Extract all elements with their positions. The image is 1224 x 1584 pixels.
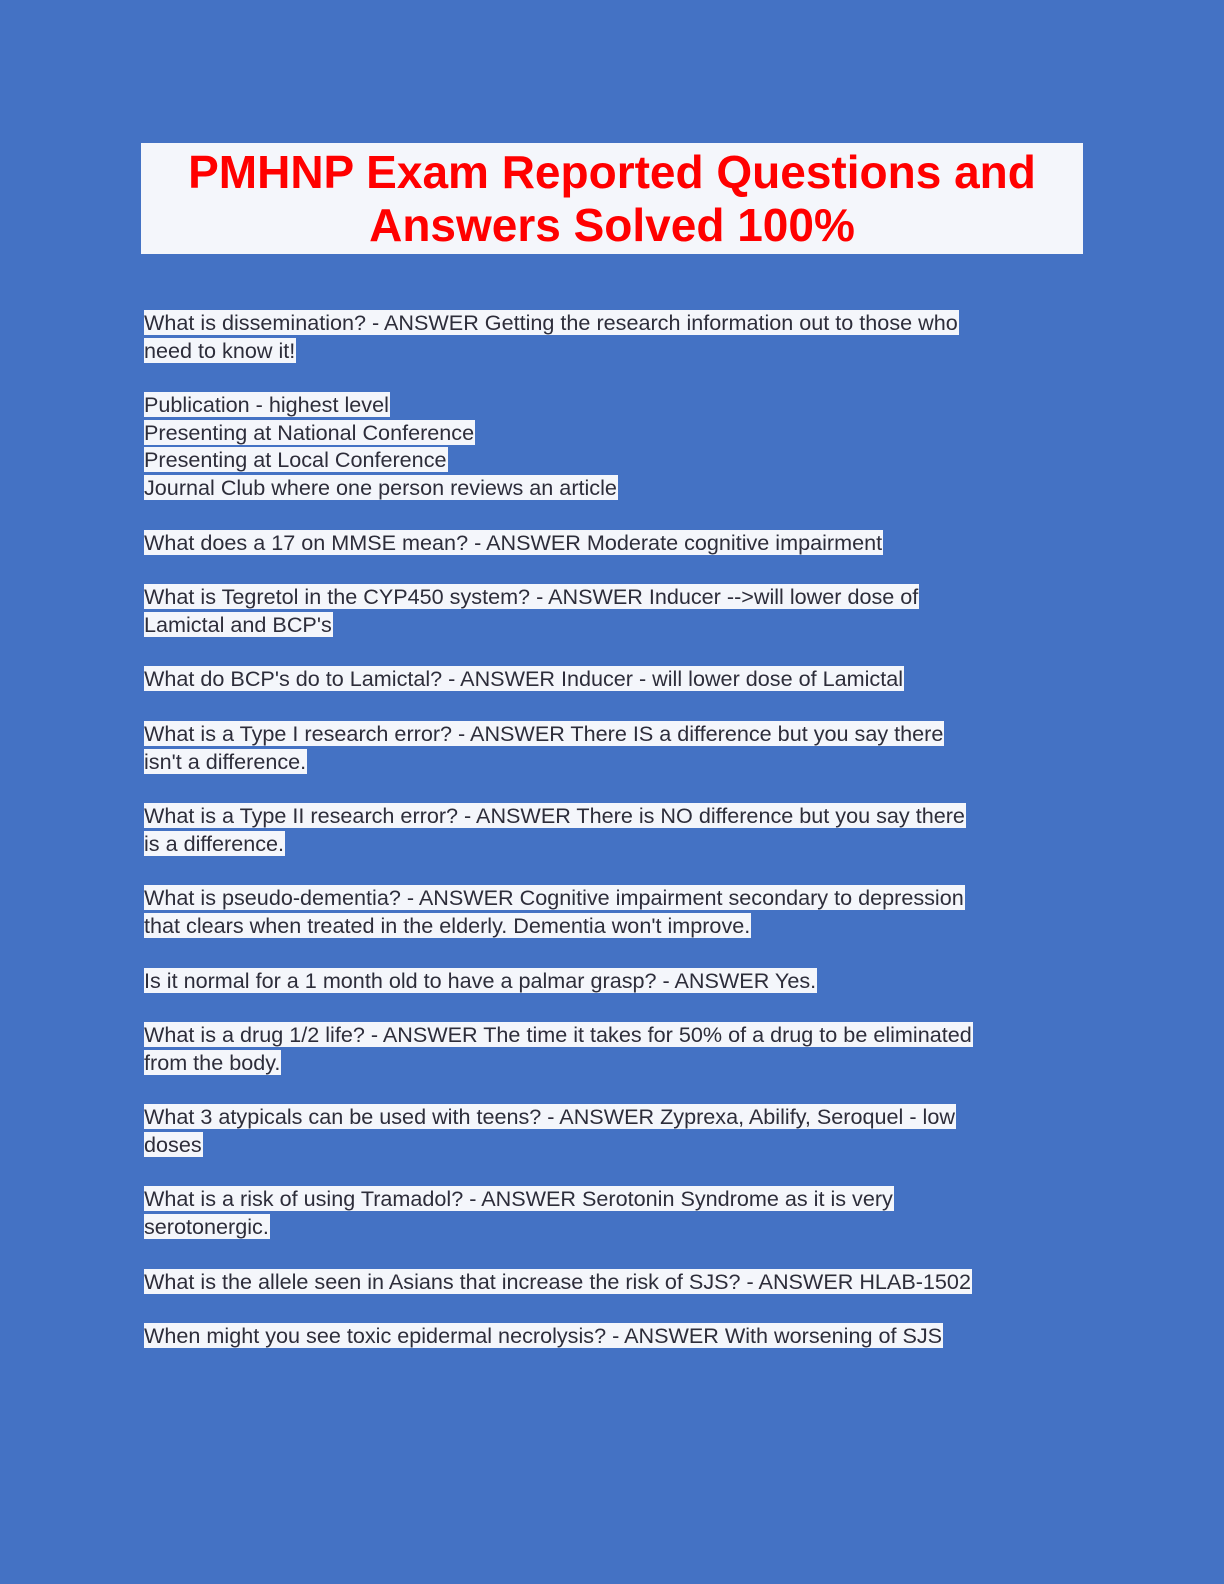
qa-line [144,830,1079,858]
qa-line [144,1185,1079,1213]
qa-line-text: What is the allele seen in Asians that increase the risk of SJS? - ANSWER HLAB-1502 [144,1268,971,1294]
qa-line [144,583,1079,611]
qa-line-text: What is a Type I research error? - ANSWER There IS a difference but you say there [144,720,944,746]
qa-block [144,720,1079,775]
qa-line [144,1268,1079,1296]
qa-line-text: What is a Type II research error? - ANSWER There is NO difference but you say there [144,803,965,829]
qa-line [144,720,1079,748]
qa-line-text: What does a 17 on MMSE mean? - ANSWER Moderate cognitive impairment [144,529,883,555]
qa-line [144,1021,1079,1049]
qa-line-text: Presenting at National Conference [144,419,475,445]
qa-block [144,391,1079,501]
qa-line-text: What is dissemination? - ANSWER Getting the research information out to those who [144,310,958,335]
qa-line [144,748,1079,776]
qa-line-text: serotonergic. [144,1214,269,1240]
qa-line-text: need to know it! [144,337,296,363]
document-title-box [141,143,1083,254]
qa-line-text: Publication - highest level [144,392,389,418]
qa-line [144,1322,1079,1350]
qa-line [144,665,1079,693]
qa-line-text: What is a risk of using Tramadol? - ANSWER Serotonin Syndrome as it is very [144,1186,893,1212]
qa-line [144,446,1079,474]
qa-line-text: What is Tegretol in the CYP450 system? - ANSWER Inducer -->will lower dose of [144,584,919,610]
qa-line [144,474,1079,502]
qa-content [144,309,1079,1377]
qa-line [144,1103,1079,1131]
qa-line [144,391,1079,419]
qa-line [144,1049,1079,1077]
qa-block [144,309,1079,364]
qa-line-text: Lamictal and BCP's [144,611,332,637]
qa-line-text: What do BCP's do to Lamictal? - ANSWER Inducer - will lower dose of Lamictal [144,666,903,692]
qa-block [144,1185,1079,1240]
qa-line-text: that clears when treated in the elderly. Dementia won't improve. [144,912,751,938]
qa-line [144,1131,1079,1159]
qa-block [144,1322,1079,1350]
document-title-line-2: Answers Solved 100% [369,198,855,251]
qa-line [144,309,1079,337]
qa-block [144,967,1079,995]
qa-block [144,1103,1079,1158]
qa-line [144,912,1079,940]
qa-line-text: isn't a difference. [144,748,307,774]
qa-line-text: What 3 atypicals can be used with teens? - ANSWER Zyprexa, Abilify, Seroquel - low [144,1104,955,1130]
qa-line-text: Is it normal for a 1 month old to have a palmar grasp? - ANSWER Yes. [144,967,817,993]
qa-block [144,583,1079,638]
qa-block [144,529,1079,557]
qa-line-text: from the body. [144,1049,281,1075]
qa-line-text: When might you see toxic epidermal necrolysis? - ANSWER With worsening of SJS [144,1323,943,1349]
qa-line [144,419,1079,447]
qa-line [144,884,1079,912]
qa-block [144,1268,1079,1296]
qa-line [144,611,1079,639]
document-title-line-1: PMHNP Exam Reported Questions and [188,145,1036,198]
qa-line-text: Journal Club where one person reviews an article [144,474,617,500]
qa-block [144,1021,1079,1076]
qa-line [144,337,1079,365]
qa-line-text: Presenting at Local Conference [144,447,447,473]
qa-line [144,967,1079,995]
qa-block [144,884,1079,939]
qa-line-text: doses [144,1131,202,1157]
qa-line-text: What is a drug 1/2 life? - ANSWER The time it takes for 50% of a drug to be eliminated [144,1022,972,1048]
qa-line [144,529,1079,557]
qa-block [144,665,1079,693]
qa-block [144,802,1079,857]
qa-line-text: What is pseudo-dementia? - ANSWER Cognitive impairment secondary to depression [144,885,964,911]
qa-line-text: is a difference. [144,830,285,856]
qa-line [144,802,1079,830]
qa-line [144,1213,1079,1241]
